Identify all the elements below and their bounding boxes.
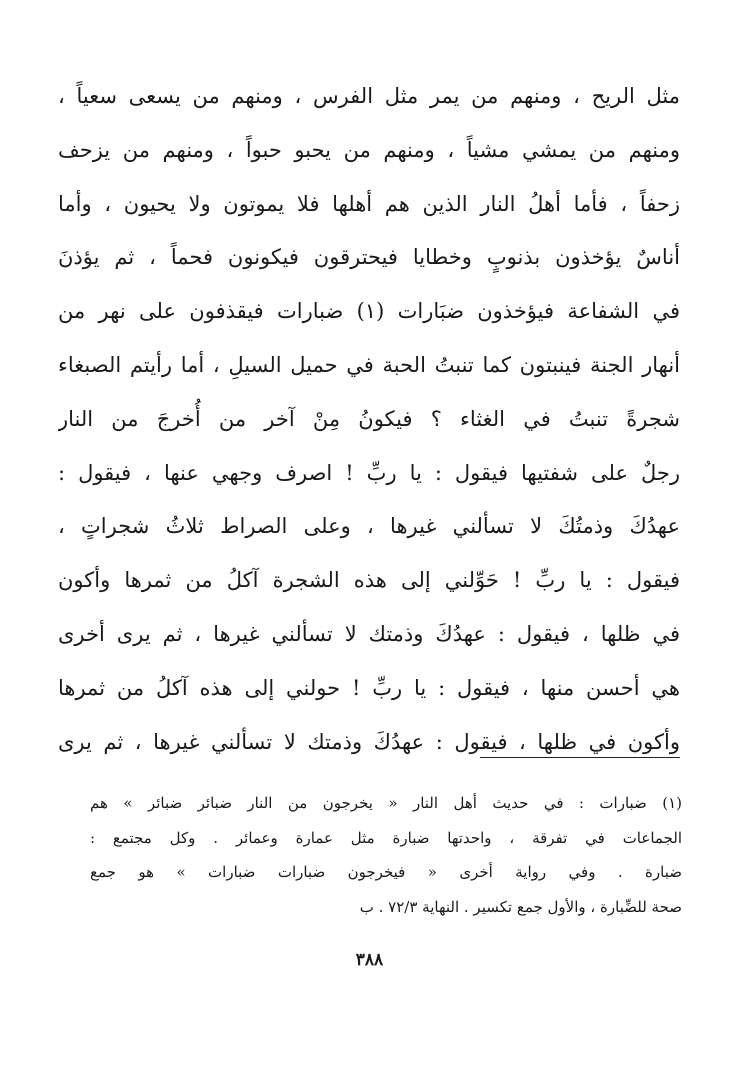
text-line: أناسٌ يؤخذون بذنوبٍ وخطايا فيحترقون فيكونون فحماً ، ثم يؤذنَ xyxy=(58,245,680,270)
text-line: عهدُكَ وذمتُكَ لا تسألني غيرها ، وعلى الصراط ثلاثُ شجراتٍ ، xyxy=(58,514,680,539)
footnotes xyxy=(90,786,682,924)
text-line: ومنهم من يمشي مشياً ، ومنهم من يحبو حبواً ، ومنهم من يزحف xyxy=(58,137,680,162)
footnote-line: صحة للضِّبارة ، والأول جمع تكسير . النهاية ٧٢/٣ . ب xyxy=(359,897,682,916)
text-line: شجرةً تنبتُ في الغثاء ؟ فيكونُ مِنْ آخر من أُخرجَ من النار xyxy=(58,406,680,431)
footnote-line: (١) ضبارات : في حديث أهل النار « يخرجون من النار ضبائر ضبائر » هم xyxy=(90,794,682,812)
main-text xyxy=(58,70,680,769)
text-line: في الشفاعة فيؤخذون ضبَارات (١) ضبارات فيقذفون على نهر من xyxy=(58,299,680,324)
text-line: زحفاً ، فأما أهلُ النار الذين هم أهلها فلا يموتون ولا يحيون ، وأما xyxy=(58,191,680,216)
text-line: مثل الريح ، ومنهم من يمر مثل الفرس ، ومنهم من يسعى سعياً ، xyxy=(58,84,680,108)
page-number: ٣٨٨ xyxy=(355,950,384,970)
text-line: وأكون في ظلها ، فيقول : عهدُكَ وذمتك لا تسألني غيرها ، ثم يرى xyxy=(58,729,680,754)
footnote-line: الجماعات في تفرقة ، واحدتها ضبارة مثل عمارة وعمائر . وكل مجتمع : xyxy=(90,828,682,847)
text-line: أنهار الجنة فينبتون كما تنبتُ الحبة في حميل السيلِ ، أما رأيتم الصبغاء xyxy=(58,352,680,377)
text-line: هي أحسن منها ، فيقول : يا ربِّ ! حولني إلى هذه آكلُ من ثمرها xyxy=(58,675,680,700)
text-line: رجلٌ على شفتيها فيقول : يا ربِّ ! اصرف وجهي عنها ، فيقول : xyxy=(58,460,680,485)
footnote-divider xyxy=(480,757,680,758)
text-line: فيقول : يا ربِّ ! حَوِّلني إلى هذه الشجرة آكلُ من ثمرها وأكون xyxy=(58,568,680,593)
footnote-line: ضبارة . وفي رواية أخرى « فيخرجون ضبارات ضبارات » هو جمع xyxy=(90,863,682,881)
text-line: في ظلها ، فيقول : عهدُكَ وذمتك لا تسألني غيرها ، ثم يرى أخرى xyxy=(58,621,680,646)
